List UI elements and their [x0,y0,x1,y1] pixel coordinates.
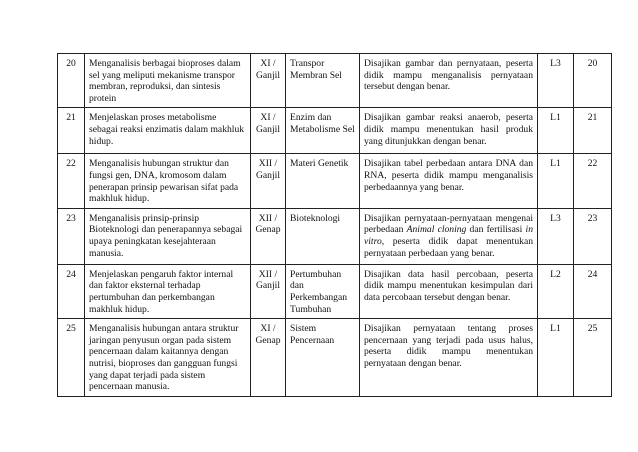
cognitive-level-cell: L1 [538,319,574,397]
competency-cell: Menjelaskan proses metabolisme sebagai reaksi enzimatis dalam makhluk hidup. [85,108,251,154]
indicator-cell: Disajikan gambar dan pernyataan, peserta didik mampu menganalisis pernyataan tersebut dengan benar. [360,54,538,108]
row-number: 24 [58,264,85,318]
indicator-italic-term: in vitro [364,224,533,247]
topic-cell: Materi Genetik [286,154,360,208]
indicator-text: Disajikan pernyataan-pernyataan mengenai perbedaan [364,212,533,236]
topic-cell: Transpor Membran Sel [286,54,360,108]
indicator-italic-term: Animal cloning [406,224,467,236]
table-row [58,54,612,108]
topic-cell: Enzim dan Metabolisme Sel [286,108,360,154]
table-row [58,154,612,208]
class-semester-text: XII / Ganjil [256,268,280,292]
competency-cell: Menganalisis berbagai bioproses dalam sel yang meliputi mekanisme transpor membran, reproduksi, dan sintesis protein [85,54,251,108]
question-number-cell: 20 [574,54,612,108]
indicator-cell: Disajikan tabel perbedaan antara DNA dan RNA, peserta didik mampu menganalisis perbedaannya yang benar. [360,154,538,208]
class-semester-text: XII / Ganjil [256,158,280,181]
class-semester-cell [251,264,286,318]
question-number-cell: 24 [574,264,612,318]
class-semester-text: XI / Genap [255,323,281,346]
competency-cell: Menganalisis hubungan struktur dan fungsi gen, DNA, kromosom dalam penerapan prinsip pewarisan sifat pada makhluk hidup. [85,154,251,208]
row-number: 21 [58,108,85,154]
cognitive-level-cell: L3 [538,208,574,264]
table-row [58,264,612,318]
row-number: 20 [58,54,85,108]
question-number-cell: 21 [574,108,612,154]
cognitive-level-cell: L1 [538,154,574,208]
table-row [58,208,612,264]
class-semester-cell [251,108,286,154]
indicator-text: dan fertilisasi [466,224,526,236]
topic-cell: Sistem Pencernaan [286,319,360,397]
cognitive-level-cell: L3 [538,54,574,108]
indicator-cell: Disajikan gambar reaksi anaerob, peserta didik mampu menentukan hasil produk yang ditunjukkan dengan benar. [360,108,538,154]
competency-cell: Menjelaskan pengaruh faktor internal dan faktor eksternal terhadap pertumbuhan dan perkembangan makhluk hidup. [85,264,251,318]
question-number-cell: 25 [574,319,612,397]
indicator-text: , peserta didik dapat menentukan pernyataan perbedaan yang benar. [364,235,533,259]
indicator-cell: Disajikan data hasil percobaan, peserta didik mampu menentukan kesimpulan dari data percobaan tersebut dengan benar. [360,264,538,318]
table-row [58,319,612,397]
indicator-cell [360,208,538,264]
class-semester-cell [251,54,286,108]
question-number-cell: 23 [574,208,612,264]
cognitive-level-cell: L1 [538,108,574,154]
row-number: 25 [58,319,85,397]
class-semester-text: XI / Ganjil [256,58,280,81]
class-semester-text: XII / Genap [255,212,281,236]
competency-cell: Menganalisis hubungan antara struktur jaringan penyusun organ pada sistem pencernaan dalam kaitannya dengan nutrisi, bioproses dan gangguan fungsi yang dapat terjadi pada sistem pencernaan manusia. [85,319,251,397]
indicator-cell: Disajikan pernyataan tentang proses pencernaan yang terjadi pada usus halus, peserta didik mampu menentukan pernyataan dengan benar. [360,319,538,397]
blueprint-table [57,53,612,397]
row-number: 23 [58,208,85,264]
topic-cell: Pertumbuhan dan Perkembangan Tumbuhan [286,264,360,318]
class-semester-cell [251,208,286,264]
topic-cell: Bioteknologi [286,208,360,264]
row-number: 22 [58,154,85,208]
class-semester-cell [251,319,286,397]
cognitive-level-cell: L2 [538,264,574,318]
question-number-cell: 22 [574,154,612,208]
class-semester-cell [251,154,286,208]
class-semester-text: XI / Ganjil [256,112,280,135]
table-row [58,108,612,154]
competency-cell: Menganalisis prinsip-prinsip Bioteknologi dan penerapannya sebagai upaya peningkatan kesejahteraan manusia. [85,208,251,264]
